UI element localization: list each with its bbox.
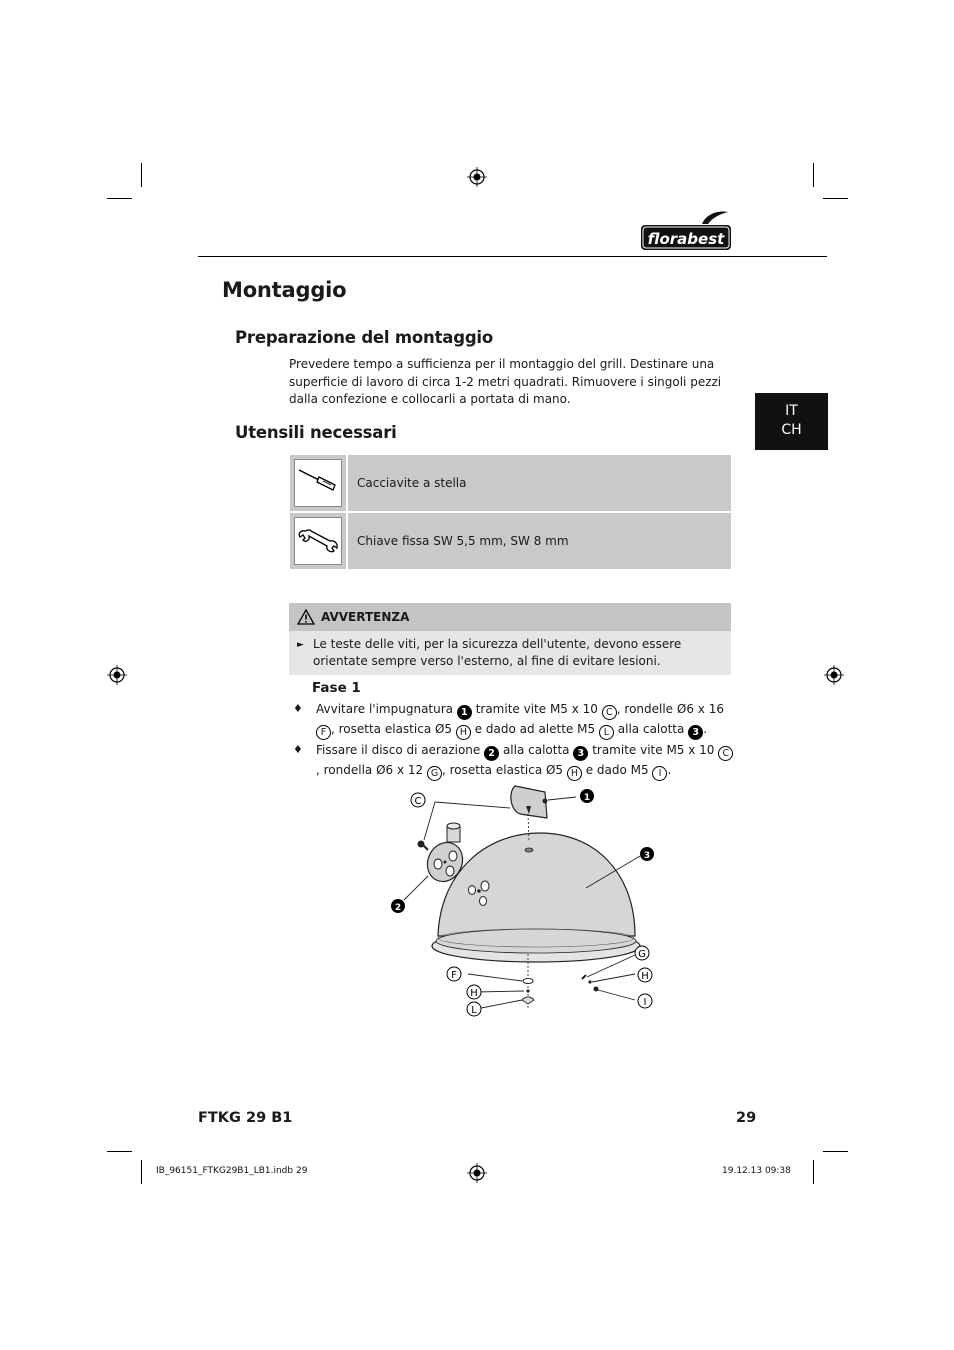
tool-row [290,513,731,569]
section-title-tools: Utensili necessari [235,423,397,442]
page-number: 29 [736,1110,757,1126]
language-code-it: IT [785,403,798,419]
tools-table [290,455,731,571]
crop-mark [141,1160,142,1184]
part-number-badge: 3 [688,725,703,740]
print-slug-date: 19.12.13 09:38 [722,1166,791,1176]
registration-mark-icon [467,1163,487,1183]
crop-mark [141,163,142,187]
registration-mark-icon [467,167,487,187]
bullet-diamond-icon: ♦ [293,702,303,715]
part-letter-badge: I [652,766,667,781]
language-tab [755,393,828,450]
registration-mark-icon [824,665,844,685]
svg-text:florabest: florabest [647,230,725,248]
callout-letter [635,946,649,960]
callout-number [580,789,594,803]
registration-mark-icon [107,665,127,685]
crop-mark [813,163,814,187]
step-title: Fase 1 [312,680,361,696]
bullet-diamond-icon: ♦ [293,743,303,756]
preparation-text: Prevedere tempo a sufficienza per il montaggio del grill. Destinare una superficie di lavoro di circa 1-2 metri quadrati. Rimuovere i singoli pezzi dalla confezione e collocarli a portata di mano. [289,357,722,406]
warning-text: Le teste delle viti, per la sicurezza dell'utente, devono essere orientate sempre verso l'esterno, al fine di evitare lesioni. [313,637,682,668]
callout-number [640,847,654,861]
step-instruction: ♦ Fissare il disco di aerazione 2 alla calotta 3 tramite vite M5 x 10 C, rondella Ø6 x 12 G , rosetta elastica Ø5 H e dado M5 I . [316,741,734,781]
language-code-ch: CH [781,422,802,438]
crop-mark [107,198,132,199]
tool-row [290,455,731,511]
part-letter-badge: F [316,725,331,740]
warning-triangle-icon [297,609,315,625]
lid-dome [438,833,635,936]
svg-text:1: 1 [583,793,591,803]
part-number-badge: 3 [573,746,588,761]
part-letter-badge: L [599,725,614,740]
arrow-right-icon: ► [297,640,304,650]
wrench-icon [295,518,341,564]
callout-letter [467,985,481,999]
callout-letter [467,1002,481,1016]
part-letter-badge: H [456,725,471,740]
svg-text:H: H [641,971,649,982]
screwdriver-icon [295,460,341,506]
svg-text:F: F [451,970,457,981]
page-title: Montaggio [222,278,347,302]
crop-mark [823,198,848,199]
svg-text:H: H [470,988,478,999]
warning-title: AVVERTENZA [321,610,410,624]
assembly-illustration [390,778,670,1023]
part-number-badge: 1 [457,705,472,720]
part-letter-badge: C [718,746,733,761]
callout-letter [638,994,652,1008]
crop-mark [813,1160,814,1184]
callout-number [391,899,405,913]
crop-mark [107,1151,132,1152]
footer-model: FTKG 29 B1 [198,1110,293,1126]
tool-label: Chiave fissa SW 5,5 mm, SW 8 mm [346,513,731,569]
callout-letter [447,967,461,981]
print-slug-file: IB_96151_FTKG29B1_LB1.indb 29 [156,1166,308,1176]
crop-mark [823,1151,848,1152]
step-instruction: ♦ Avvitare l'impugnatura 1 tramite vite M5 x 10 C , rondelle Ø6 x 16 F , rosetta elastica Ø5 H e dado ad alette M5 L alla calotta 3 . [293,702,724,738]
part-letter-badge: G [427,766,442,781]
warning-box [289,603,731,675]
svg-text:3: 3 [643,851,651,861]
part-number-badge: 2 [484,746,499,761]
svg-text:C: C [414,796,422,807]
svg-text:I: I [643,997,647,1008]
part-letter-badge: C [602,705,617,720]
svg-text:L: L [471,1005,477,1016]
header-rule [198,256,827,257]
florabest-logo [640,210,732,252]
tool-label: Cacciavite a stella [346,455,731,511]
svg-text:2: 2 [394,903,402,913]
svg-text:G: G [638,949,646,960]
callout-letter [411,793,425,807]
section-title-preparation: Preparazione del montaggio [235,328,494,347]
callout-letter [638,968,652,982]
part-letter-badge: H [567,766,582,781]
